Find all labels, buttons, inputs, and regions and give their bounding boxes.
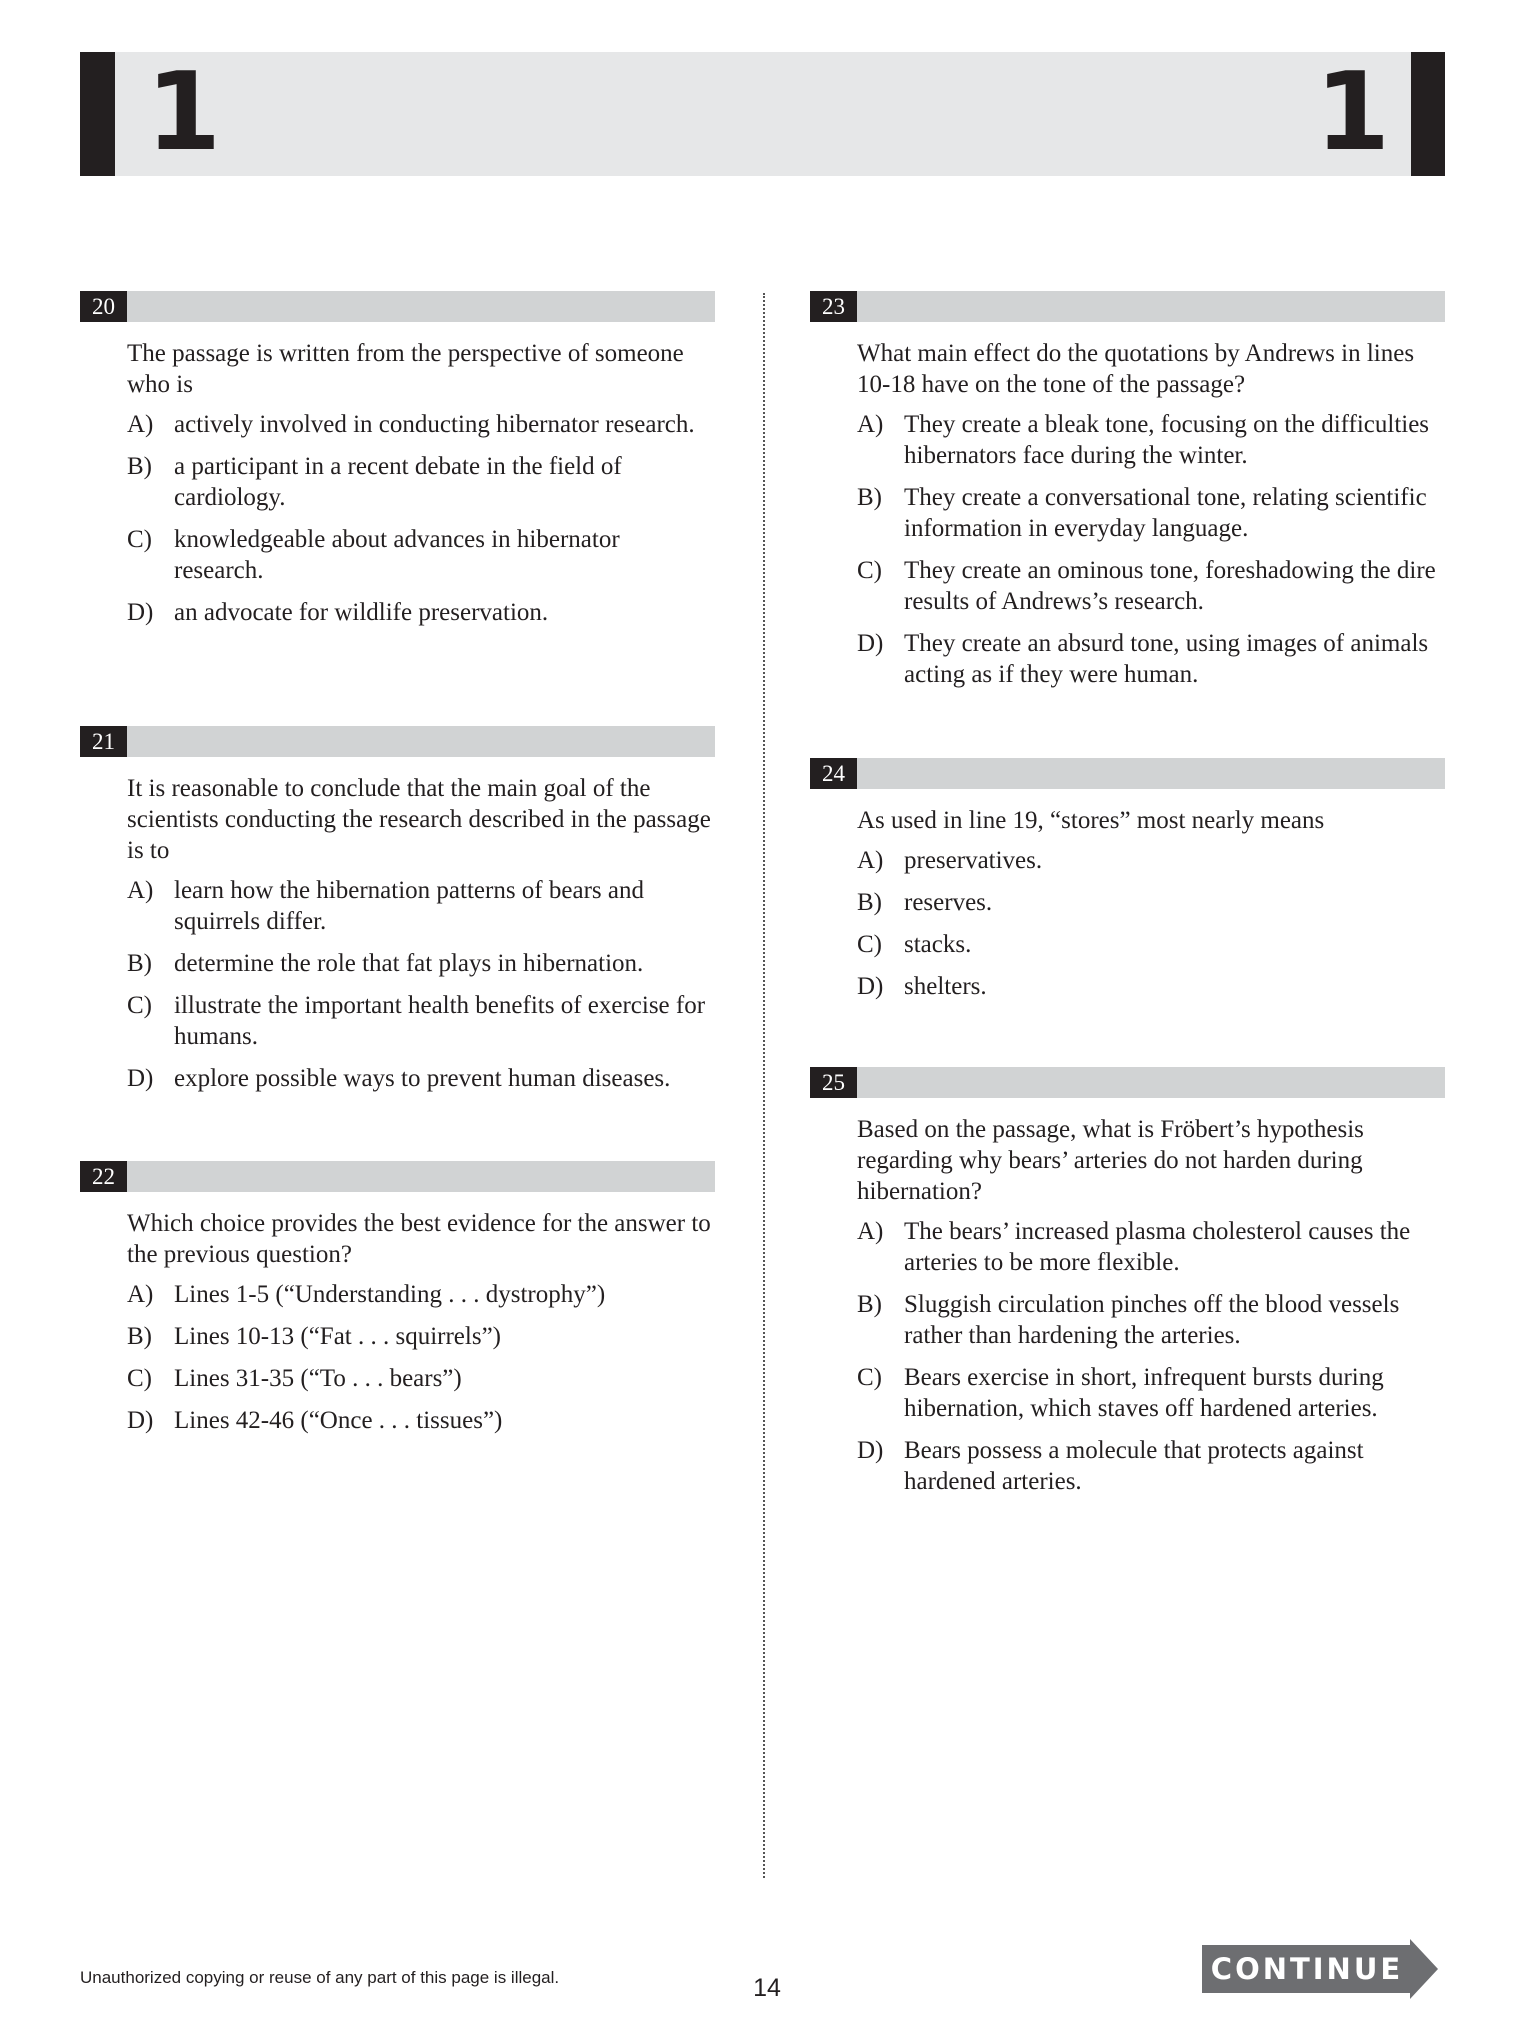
question-stem: The passage is written from the perspective of someone who is [127,340,684,398]
choice-letter: D) [127,1407,154,1434]
section-number-right: 1 [1315,50,1391,175]
question-25 [810,1067,1445,1508]
question-number: 21 [80,726,127,757]
column-divider [763,293,765,1878]
question-header [810,291,1445,322]
choice-letter: A) [127,877,154,904]
answer-choice-b[interactable] [127,1321,715,1352]
section-header-band [80,52,1445,176]
choice-letter: B) [857,889,882,916]
answer-choice-d[interactable] [127,1405,715,1436]
section-header-left-bar [80,52,115,176]
choice-letter: B) [857,1291,882,1318]
choice-text: explore possible ways to prevent human diseases. [174,1065,671,1092]
choice-letter: D) [857,973,884,1000]
answer-choice-a[interactable] [857,845,1445,876]
choice-letter: C) [127,992,152,1019]
answer-choices [857,1216,1445,1497]
answer-choice-a[interactable] [127,409,715,440]
question-number: 23 [810,291,857,322]
answer-choice-d[interactable] [127,597,715,628]
choice-letter: C) [857,557,882,584]
choice-text: Lines 42-46 (“Once . . . tissues”) [174,1407,503,1434]
answer-choice-c[interactable] [857,1362,1445,1424]
question-23 [810,291,1445,701]
answer-choice-d[interactable] [127,1063,715,1094]
question-stem: It is reasonable to conclude that the main goal of the scientists conducting the research described in the passage is to [127,775,711,864]
choice-letter: A) [127,411,154,438]
answer-choice-a[interactable] [127,875,715,937]
choice-text: Lines 10-13 (“Fat . . . squirrels”) [174,1323,502,1350]
choice-text: The bears’ increased plasma cholesterol causes the arteries to be more flexible. [904,1218,1411,1276]
answer-choice-b[interactable] [857,1289,1445,1351]
question-21 [80,726,715,1105]
choice-letter: D) [857,630,884,657]
question-header [80,726,715,757]
choice-text: a participant in a recent debate in the field of cardiology. [174,453,622,511]
page-number: 14 [753,1974,781,2002]
answer-choice-a[interactable] [857,409,1445,471]
choice-text: Bears exercise in short, infrequent bursts during hibernation, which staves off hardened arteries. [904,1364,1384,1422]
choice-text: They create a conversational tone, relating scientific information in everyday language. [904,484,1427,542]
answer-choice-d[interactable] [857,1435,1445,1497]
answer-choice-c[interactable] [127,990,715,1052]
choice-text: an advocate for wildlife preservation. [174,599,549,626]
choice-text: Lines 31-35 (“To . . . bears”) [174,1365,462,1392]
answer-choice-c[interactable] [857,929,1445,960]
answer-choice-a[interactable] [857,1216,1445,1278]
choice-letter: D) [127,1065,154,1092]
answer-choice-c[interactable] [127,1363,715,1394]
answer-choices [857,409,1445,690]
choice-letter: A) [857,411,884,438]
question-number: 24 [810,758,857,789]
answer-choices [127,409,715,628]
answer-choices [857,845,1445,1002]
question-number: 22 [80,1161,127,1192]
choice-text: determine the role that fat plays in hibernation. [174,950,644,977]
section-header-right-bar [1411,52,1445,176]
question-header [80,291,715,322]
question-stem: What main effect do the quotations by Andrews in lines 10-18 have on the tone of the passage? [857,340,1415,398]
choice-text: learn how the hibernation patterns of bears and squirrels differ. [174,877,644,935]
question-number: 25 [810,1067,857,1098]
choice-letter: B) [857,484,882,511]
question-header [810,1067,1445,1098]
answer-choice-b[interactable] [127,948,715,979]
choice-text: shelters. [904,973,987,1000]
choice-text: Lines 1-5 (“Understanding . . . dystrophy”) [174,1281,606,1308]
choice-letter: C) [127,526,152,553]
section-number-left: 1 [146,50,222,175]
choice-letter: C) [127,1365,152,1392]
choice-letter: A) [857,1218,884,1245]
choice-text: preservatives. [904,847,1043,874]
question-header [80,1161,715,1192]
choice-text: They create a bleak tone, focusing on the difficulties hibernators face during the winter. [904,411,1430,469]
choice-text: illustrate the important health benefits of exercise for humans. [174,992,706,1050]
choice-letter: A) [127,1281,154,1308]
copyright-notice: Unauthorized copying or reuse of any part of this page is illegal. [80,1968,560,1987]
choice-letter: B) [127,453,152,480]
answer-choice-c[interactable] [127,524,715,586]
question-stem: Based on the passage, what is Fröbert’s hypothesis regarding why bears’ arteries do not harden during hibernation? [857,1116,1364,1205]
question-22 [80,1161,715,1447]
answer-choice-b[interactable] [857,482,1445,544]
answer-choice-a[interactable] [127,1279,715,1310]
choice-letter: B) [127,1323,152,1350]
choice-text: knowledgeable about advances in hibernator research. [174,526,620,584]
answer-choice-d[interactable] [857,971,1445,1002]
answer-choice-b[interactable] [127,451,715,513]
answer-choice-b[interactable] [857,887,1445,918]
choice-text: They create an ominous tone, foreshadowing the dire results of Andrews’s research. [904,557,1436,615]
choice-text: Sluggish circulation pinches off the blood vessels rather than hardening the arteries. [904,1291,1400,1349]
question-20 [80,291,715,639]
choice-text: Bears possess a molecule that protects against hardened arteries. [904,1437,1364,1495]
question-stem: Which choice provides the best evidence for the answer to the previous question? [127,1210,711,1268]
choice-letter: D) [127,599,154,626]
question-24 [810,758,1445,1013]
continue-label: CONTINUE [1210,1952,1404,1986]
choice-text: stacks. [904,931,972,958]
answer-choice-c[interactable] [857,555,1445,617]
continue-button[interactable] [1202,1939,1438,1999]
answer-choices [127,1279,715,1436]
answer-choice-d[interactable] [857,628,1445,690]
choice-letter: D) [857,1437,884,1464]
choice-text: actively involved in conducting hibernator research. [174,411,695,438]
question-header [810,758,1445,789]
choice-letter: C) [857,1364,882,1391]
answer-choices [127,875,715,1094]
question-number: 20 [80,291,127,322]
choice-letter: A) [857,847,884,874]
choice-text: reserves. [904,889,993,916]
choice-letter: C) [857,931,882,958]
choice-text: They create an absurd tone, using images of animals acting as if they were human. [904,630,1429,688]
choice-letter: B) [127,950,152,977]
question-stem: As used in line 19, “stores” most nearly means [857,807,1325,834]
